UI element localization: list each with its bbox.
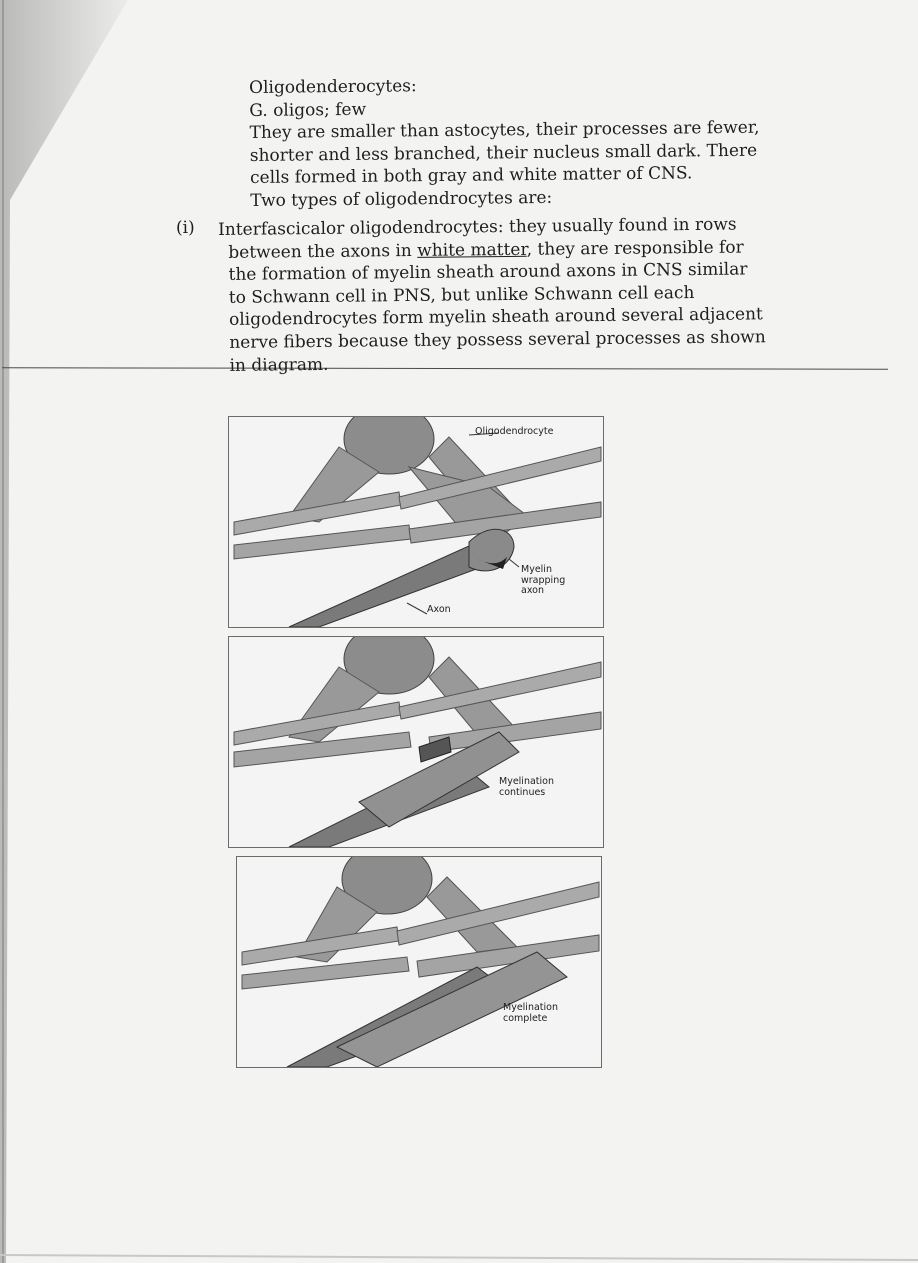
figure-panel-wrapping [228,416,604,628]
section-title: Oligodenderocytes: [249,76,417,98]
label-myelination-complete: Myelination complete [503,1002,558,1024]
intro-block [249,72,760,212]
list-line: to Schwann cell in PNS, but unlike Schwann cell each [228,282,695,308]
label-oligodendrocyte: Oligodendrocyte [475,426,554,437]
label-axon: Axon [427,604,451,615]
etymology: G. oligos; few [249,99,367,121]
list-text: , they are responsible for [526,237,744,260]
label-myelin-wrapping: Myelin wrapping axon [521,564,566,596]
myelination-figure [228,412,606,1072]
oligodendrocyte-illustration [237,857,601,1067]
list-marker: (i) [175,217,195,239]
list-text: between the axons in [228,240,418,263]
description-line: They are smaller than astocytes, their processes are fewer, [249,117,760,143]
list-line: Interfascicalor oligodendrocytes: they usually found in rows [218,214,737,240]
figure-panel-complete [236,856,602,1068]
list-line: oligodendrocytes form myelin sheath around several adjacent [228,304,763,331]
list-line: the formation of myelin sheath around axons in CNS similar [228,259,748,286]
list-item-interfascicular [218,213,766,377]
list-line: in diagram. [229,354,329,376]
figure-panel-continues [228,636,604,848]
oligodendrocyte-illustration [229,637,603,847]
list-line: nerve fibers because they possess several processes as shown [229,327,766,353]
description-line: cells formed in both gray and white matter of CNS. [249,163,693,188]
types-intro: Two types of oligodendrocytes are: [250,187,553,211]
description-line: shorter and less branched, their nucleus small dark. There [249,140,758,166]
white-matter-underlined: white matter [417,239,527,261]
label-myelination-continues: Myelination continues [499,776,554,798]
